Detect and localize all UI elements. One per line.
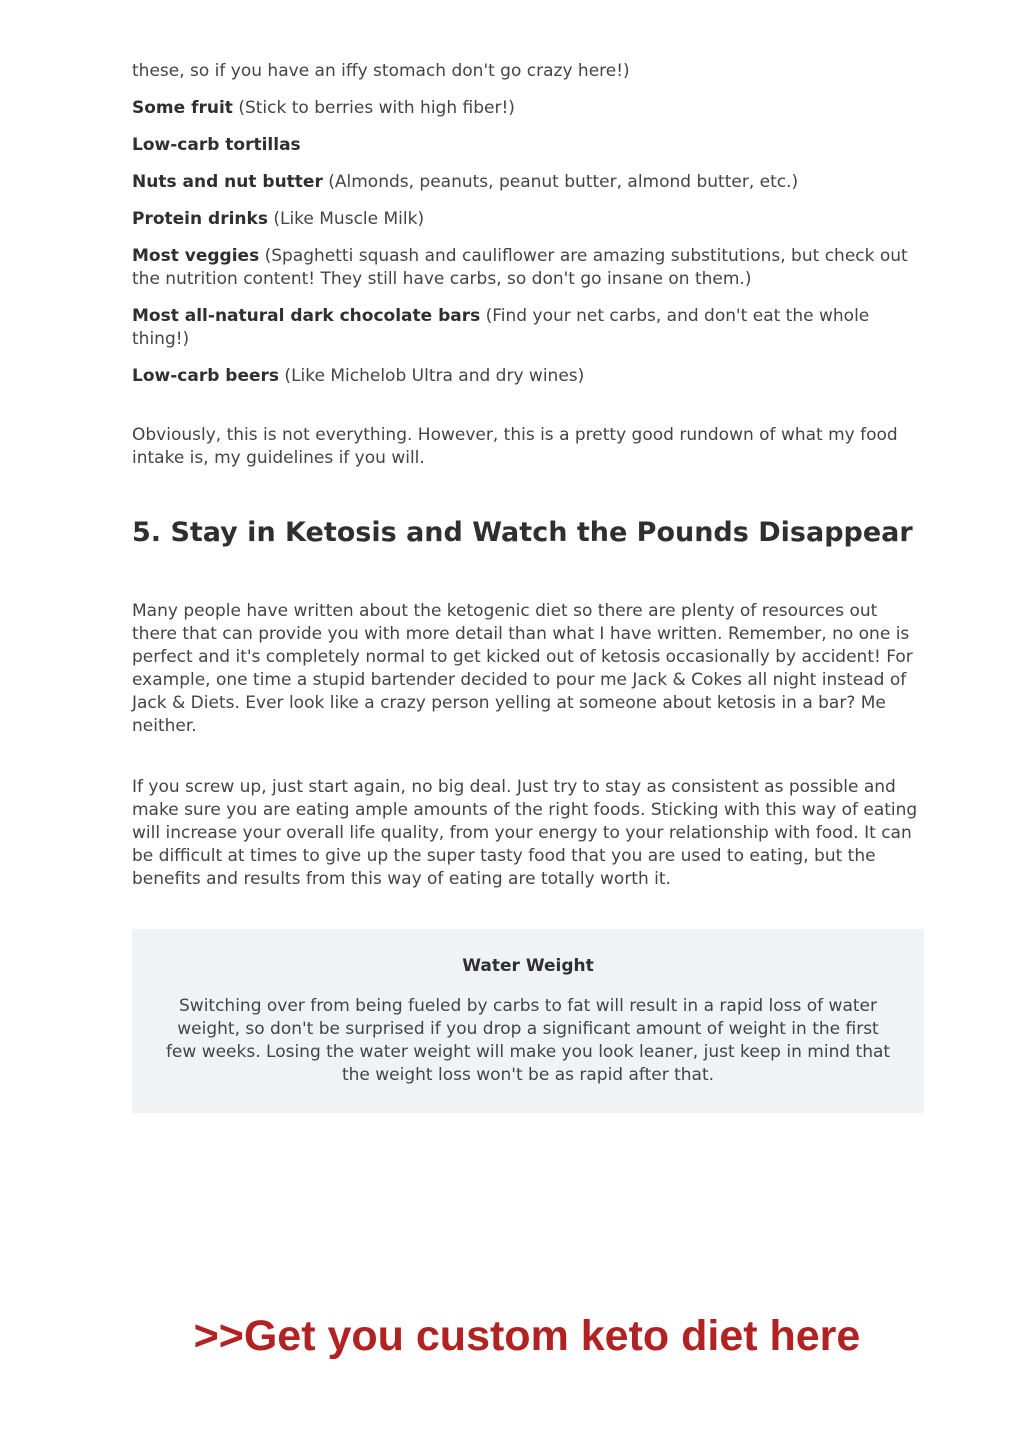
food-item-note: (Spaghetti squash and cauliflower are amazing substitutions, but check out the nutrition content! They still have carbs, so don't go insane on them.) xyxy=(132,246,908,289)
section-paragraph: If you screw up, just start again, no big deal. Just try to stay as consistent as possible and make sure you are eating ample amounts of the right foods. Sticking with this way of eating will increase your overall life quality, from your energy to your relationship with food. It can be difficult at times to give up the super tasty food that you are used to eating, but the benefits and results from this way of eating are totally worth it. xyxy=(132,777,918,889)
food-item-nuts xyxy=(132,171,924,194)
callout-box xyxy=(132,929,924,1113)
food-item-most-veggies xyxy=(132,245,924,291)
food-item-note: (Stick to berries with high fiber!) xyxy=(232,98,515,118)
section-heading: 5. Stay in Ketosis and Watch the Pounds Disappear xyxy=(132,517,913,548)
food-item-name: Low-carb tortillas xyxy=(132,135,301,155)
food-item-name: Protein drinks xyxy=(132,209,268,229)
food-item-low-carb-beers xyxy=(132,365,924,388)
custom-keto-diet-link[interactable]: >>Get you custom keto diet here xyxy=(193,1312,861,1360)
food-item-name: Some fruit xyxy=(132,98,233,118)
food-item-name: Nuts and nut butter xyxy=(132,172,323,192)
callout-text: Switching over from being fueled by carbs to fat will result in a rapid loss of water weight, so don't be surprised if you drop a significant amount of weight in the first few weeks. Losing the water weight will make you look leaner, just keep in mind that the weight loss won't be as rapid after that. xyxy=(165,996,891,1085)
food-item-low-carb-tortillas xyxy=(132,134,924,157)
food-item-dark-chocolate xyxy=(132,305,924,351)
callout-title: Water Weight xyxy=(462,956,594,976)
food-item-name: Low-carb beers xyxy=(132,366,280,386)
section-paragraph: Many people have written about the ketogenic diet so there are plenty of resources out there that can provide you with more detail than what I have written. Remember, no one is perfect and it's completely normal to get kicked out of ketosis occasionally by accident! For example, one time a stupid bartender decided to pour me Jack & Cokes all night instead of Jack & Diets. Ever look like a crazy person yelling at someone about ketosis in a bar? Me neither. xyxy=(132,601,913,736)
intro-fragment: these, so if you have an iffy stomach don't go crazy here!) xyxy=(132,61,630,81)
food-item-note: (Like Michelob Ultra and dry wines) xyxy=(279,366,585,386)
food-item-note: (Like Muscle Milk) xyxy=(267,209,425,229)
food-item-note: (Almonds, peanuts, peanut butter, almond butter, etc.) xyxy=(322,172,799,192)
food-item-name: Most all-natural dark chocolate bars xyxy=(132,306,481,326)
summary-paragraph: Obviously, this is not everything. However, this is a pretty good rundown of what my food intake is, my guidelines if you will. xyxy=(132,425,898,468)
food-item-protein-drinks xyxy=(132,208,924,231)
food-item-name: Most veggies xyxy=(132,246,260,266)
food-item-some-fruit xyxy=(132,97,924,120)
food-item-note: (Find your net carbs, and don't eat the whole thing!) xyxy=(132,306,870,349)
article-body xyxy=(132,60,924,1113)
